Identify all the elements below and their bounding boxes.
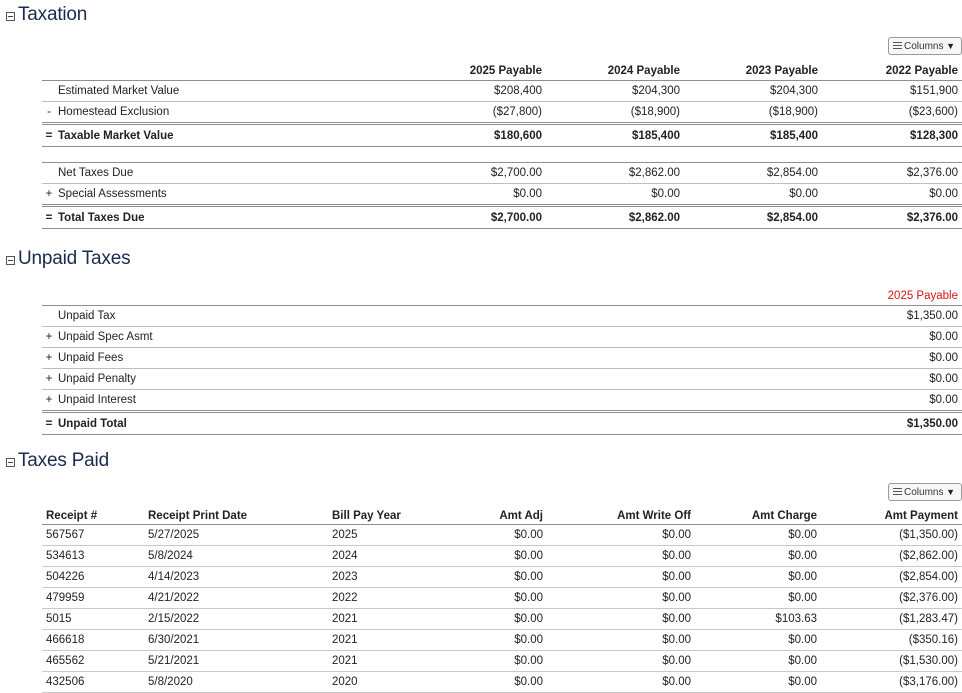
row-operator: + <box>42 348 56 369</box>
table-row <box>42 567 962 588</box>
row-label: Special Assessments <box>56 184 283 206</box>
row-value: $0.00 <box>283 369 962 390</box>
total-taxes-due-row <box>42 206 962 229</box>
row-value: $185,400 <box>542 124 680 147</box>
collapse-unpaid-toggle-icon[interactable] <box>6 256 15 265</box>
unpaid-taxes-table <box>42 280 962 435</box>
taxable-market-value-total-row <box>42 124 962 147</box>
receipt-number: 479959 <box>42 588 144 609</box>
amt-payment: ($2,862.00) <box>817 546 962 567</box>
row-value: ($23,600) <box>818 102 962 124</box>
table-row <box>42 588 962 609</box>
row-value: ($18,900) <box>542 102 680 124</box>
bill-pay-year: 2025 <box>328 525 458 546</box>
column-header-print-date[interactable]: Receipt Print Date <box>144 501 328 525</box>
column-header: 2024 Payable <box>542 55 680 81</box>
row-operator: = <box>42 206 56 229</box>
amt-payment: ($2,854.00) <box>817 567 962 588</box>
list-icon <box>893 42 902 50</box>
row-value: $1,350.00 <box>283 306 962 327</box>
unpaid-header-row <box>42 280 962 306</box>
row-value: ($18,900) <box>680 102 818 124</box>
amt-payment: ($350.16) <box>817 630 962 651</box>
row-value: $2,854.00 <box>680 206 818 229</box>
row-label: Taxable Market Value <box>56 124 283 147</box>
row-value: $208,400 <box>283 81 542 102</box>
taxation-header <box>6 2 87 28</box>
taxes-paid-header <box>6 448 109 474</box>
amt-adj: $0.00 <box>458 588 543 609</box>
row-value: $2,854.00 <box>680 163 818 184</box>
amt-charge: $0.00 <box>691 672 817 693</box>
row-label: Unpaid Fees <box>56 348 283 369</box>
collapse-taxation-toggle-icon[interactable] <box>6 12 15 21</box>
row-value: $1,350.00 <box>283 412 962 435</box>
receipt-number: 466618 <box>42 630 144 651</box>
row-operator <box>42 306 56 327</box>
amt-adj: $0.00 <box>458 546 543 567</box>
row-value: $0.00 <box>542 184 680 206</box>
taxation-table <box>42 55 962 147</box>
amt-adj: $0.00 <box>458 651 543 672</box>
table-row <box>42 390 962 412</box>
table-row <box>42 609 962 630</box>
list-icon <box>893 488 902 496</box>
row-label: Unpaid Tax <box>56 306 283 327</box>
taxation-header-row <box>42 55 962 81</box>
amt-write-off: $0.00 <box>543 567 691 588</box>
receipt-print-date: 6/30/2021 <box>144 630 328 651</box>
row-label: Total Taxes Due <box>56 206 283 229</box>
row-value: $0.00 <box>283 390 962 412</box>
column-header-amt-charge[interactable]: Amt Charge <box>691 501 817 525</box>
amt-charge: $0.00 <box>691 546 817 567</box>
table-row <box>42 672 962 693</box>
row-operator: - <box>42 102 56 124</box>
columns-button-label: Columns <box>904 486 944 498</box>
amt-write-off: $0.00 <box>543 651 691 672</box>
amt-charge: $103.63 <box>691 609 817 630</box>
taxes-paid-header-row <box>42 501 962 525</box>
row-operator: + <box>42 390 56 412</box>
row-value: $2,862.00 <box>542 206 680 229</box>
bill-pay-year: 2021 <box>328 630 458 651</box>
row-value: $0.00 <box>283 184 542 206</box>
receipt-number: 504226 <box>42 567 144 588</box>
unpaid-taxes-header <box>6 246 130 272</box>
row-operator: + <box>42 327 56 348</box>
unpaid-taxes-title: Unpaid Taxes <box>18 248 131 269</box>
taxes-paid-title: Taxes Paid <box>18 450 109 471</box>
bill-pay-year: 2024 <box>328 546 458 567</box>
amt-write-off: $0.00 <box>543 525 691 546</box>
column-header: 2025 Payable <box>283 280 962 306</box>
collapse-paid-toggle-icon[interactable] <box>6 458 15 467</box>
row-operator: + <box>42 369 56 390</box>
receipt-number: 567567 <box>42 525 144 546</box>
column-header: 2022 Payable <box>818 55 962 81</box>
row-value: $128,300 <box>818 124 962 147</box>
chevron-down-icon: ▼ <box>946 41 955 51</box>
table-row <box>42 81 962 102</box>
amt-payment: ($2,376.00) <box>817 588 962 609</box>
paid-columns-button[interactable] <box>888 483 962 501</box>
row-value: $0.00 <box>283 327 962 348</box>
unpaid-total-row <box>42 412 962 435</box>
row-value: ($27,800) <box>283 102 542 124</box>
bill-pay-year: 2021 <box>328 651 458 672</box>
chevron-down-icon: ▼ <box>946 487 955 497</box>
row-value: $185,400 <box>680 124 818 147</box>
row-value: $0.00 <box>818 184 962 206</box>
column-header-receipt[interactable]: Receipt # <box>42 501 144 525</box>
receipt-print-date: 2/15/2022 <box>144 609 328 630</box>
receipt-print-date: 5/21/2021 <box>144 651 328 672</box>
table-row <box>42 306 962 327</box>
table-row <box>42 348 962 369</box>
row-label: Unpaid Total <box>56 412 283 435</box>
amt-charge: $0.00 <box>691 651 817 672</box>
row-value: $0.00 <box>680 184 818 206</box>
taxes-due-table <box>42 162 962 229</box>
receipt-print-date: 5/8/2020 <box>144 672 328 693</box>
amt-adj: $0.00 <box>458 630 543 651</box>
table-row <box>42 163 962 184</box>
receipt-print-date: 5/8/2024 <box>144 546 328 567</box>
row-operator <box>42 163 56 184</box>
receipt-number: 465562 <box>42 651 144 672</box>
row-label: Unpaid Spec Asmt <box>56 327 283 348</box>
amt-charge: $0.00 <box>691 588 817 609</box>
amt-adj: $0.00 <box>458 567 543 588</box>
column-header: 2023 Payable <box>680 55 818 81</box>
column-header-amt-write-off[interactable]: Amt Write Off <box>543 501 691 525</box>
amt-adj: $0.00 <box>458 525 543 546</box>
table-row <box>42 546 962 567</box>
bill-pay-year: 2021 <box>328 609 458 630</box>
row-operator: + <box>42 184 56 206</box>
amt-adj: $0.00 <box>458 672 543 693</box>
column-header-amt-adj[interactable]: Amt Adj <box>458 501 543 525</box>
row-value: $2,700.00 <box>283 206 542 229</box>
table-row <box>42 651 962 672</box>
taxes-paid-table <box>42 501 962 693</box>
row-value: $2,376.00 <box>818 206 962 229</box>
table-row <box>42 327 962 348</box>
receipt-print-date: 5/27/2025 <box>144 525 328 546</box>
receipt-print-date: 4/14/2023 <box>144 567 328 588</box>
row-value: $180,600 <box>283 124 542 147</box>
bill-pay-year: 2022 <box>328 588 458 609</box>
amt-write-off: $0.00 <box>543 630 691 651</box>
table-row <box>42 630 962 651</box>
taxation-columns-button[interactable] <box>888 37 962 55</box>
amt-charge: $0.00 <box>691 630 817 651</box>
amt-payment: ($1,530.00) <box>817 651 962 672</box>
column-header: 2025 Payable <box>283 55 542 81</box>
row-label: Estimated Market Value <box>56 81 283 102</box>
table-row <box>42 369 962 390</box>
amt-payment: ($1,283.47) <box>817 609 962 630</box>
row-label: Unpaid Interest <box>56 390 283 412</box>
row-value: $2,700.00 <box>283 163 542 184</box>
amt-adj: $0.00 <box>458 609 543 630</box>
amt-charge: $0.00 <box>691 525 817 546</box>
bill-pay-year: 2020 <box>328 672 458 693</box>
amt-write-off: $0.00 <box>543 609 691 630</box>
amt-payment: ($3,176.00) <box>817 672 962 693</box>
row-value: $2,862.00 <box>542 163 680 184</box>
row-label: Net Taxes Due <box>56 163 283 184</box>
row-value: $204,300 <box>542 81 680 102</box>
receipt-number: 432506 <box>42 672 144 693</box>
taxation-title: Taxation <box>18 4 88 25</box>
amt-charge: $0.00 <box>691 567 817 588</box>
row-operator: = <box>42 412 56 435</box>
column-header-amt-payment[interactable]: Amt Payment <box>817 501 962 525</box>
row-operator <box>42 81 56 102</box>
column-header-bill-pay-year[interactable]: Bill Pay Year <box>328 501 458 525</box>
table-row <box>42 525 962 546</box>
row-operator: = <box>42 124 56 147</box>
row-value: $2,376.00 <box>818 163 962 184</box>
amt-write-off: $0.00 <box>543 546 691 567</box>
amt-write-off: $0.00 <box>543 588 691 609</box>
row-label: Homestead Exclusion <box>56 102 283 124</box>
receipt-number: 534613 <box>42 546 144 567</box>
table-row <box>42 102 962 124</box>
row-label: Unpaid Penalty <box>56 369 283 390</box>
table-row <box>42 184 962 206</box>
row-value: $0.00 <box>283 348 962 369</box>
columns-button-label: Columns <box>904 40 944 52</box>
row-value: $204,300 <box>680 81 818 102</box>
row-value: $151,900 <box>818 81 962 102</box>
bill-pay-year: 2023 <box>328 567 458 588</box>
amt-payment: ($1,350.00) <box>817 525 962 546</box>
receipt-number: 5015 <box>42 609 144 630</box>
receipt-print-date: 4/21/2022 <box>144 588 328 609</box>
amt-write-off: $0.00 <box>543 672 691 693</box>
